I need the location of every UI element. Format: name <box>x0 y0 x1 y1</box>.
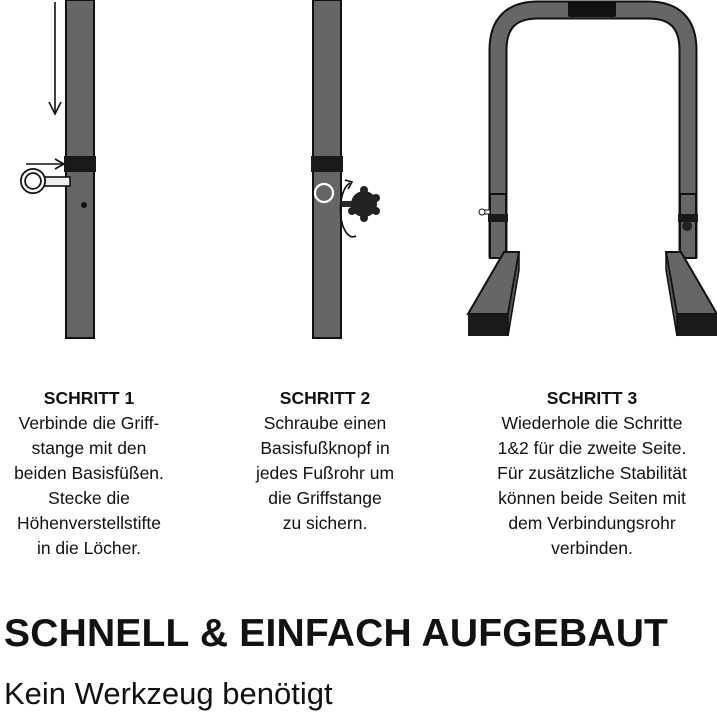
step1-line: stange mit den <box>31 438 147 458</box>
step3-grip <box>568 1 616 17</box>
knob-icon <box>348 186 380 222</box>
step3-line: Für zusätzliche Stabilität <box>497 463 687 483</box>
step2-illustration <box>311 0 380 338</box>
step3-illustration <box>468 1 717 336</box>
right-knob-icon <box>682 221 692 231</box>
step1-line: Stecke die <box>48 488 130 508</box>
step3-right-foot <box>666 252 717 336</box>
step3-line: Wiederhole die Schritte <box>501 413 683 433</box>
step2-line: die Griffstange <box>268 488 382 508</box>
step2-collar <box>311 156 343 172</box>
step1-line: beiden Basisfüßen. <box>14 463 164 483</box>
step3-line: verbinden. <box>551 538 633 558</box>
step1-hole <box>81 202 87 208</box>
step1-illustration <box>23 0 96 338</box>
step3-instructions <box>470 386 714 561</box>
step3-line: können beide Seiten mit <box>498 488 686 508</box>
step3-line: 1&2 für die zweite Seite. <box>497 438 687 458</box>
step3-title: SCHRITT 3 <box>546 388 638 408</box>
step2-title: SCHRITT 2 <box>279 388 371 408</box>
step2-line: jedes Fußrohr um <box>255 463 395 483</box>
step1-collar <box>64 156 96 172</box>
step2-line: zu sichern. <box>282 513 368 533</box>
step1-line: Höhenverstellstifte <box>17 513 161 533</box>
headline: SCHNELL & EINFACH AUFGEBAUT <box>4 612 669 655</box>
step2-line: Schraube einen <box>263 413 387 433</box>
arrow-right-icon <box>26 159 64 169</box>
arrow-down-icon <box>49 2 61 114</box>
step3-handle-frame <box>498 10 688 258</box>
step2-line: Basisfußknopf in <box>260 438 390 458</box>
step3-line: dem Verbindungsrohr <box>508 513 676 533</box>
step1-line: in die Löcher. <box>36 538 142 558</box>
subline: Kein Werkzeug benötigt <box>4 676 333 711</box>
left-pin-icon <box>479 209 490 215</box>
step3-left-foot <box>468 252 519 336</box>
step1-line: Verbinde die Griff- <box>18 413 160 433</box>
step1-instructions <box>0 386 178 561</box>
step2-instructions <box>232 386 418 536</box>
step1-pin-shaft <box>42 177 70 186</box>
step1-title: SCHRITT 1 <box>43 388 135 408</box>
